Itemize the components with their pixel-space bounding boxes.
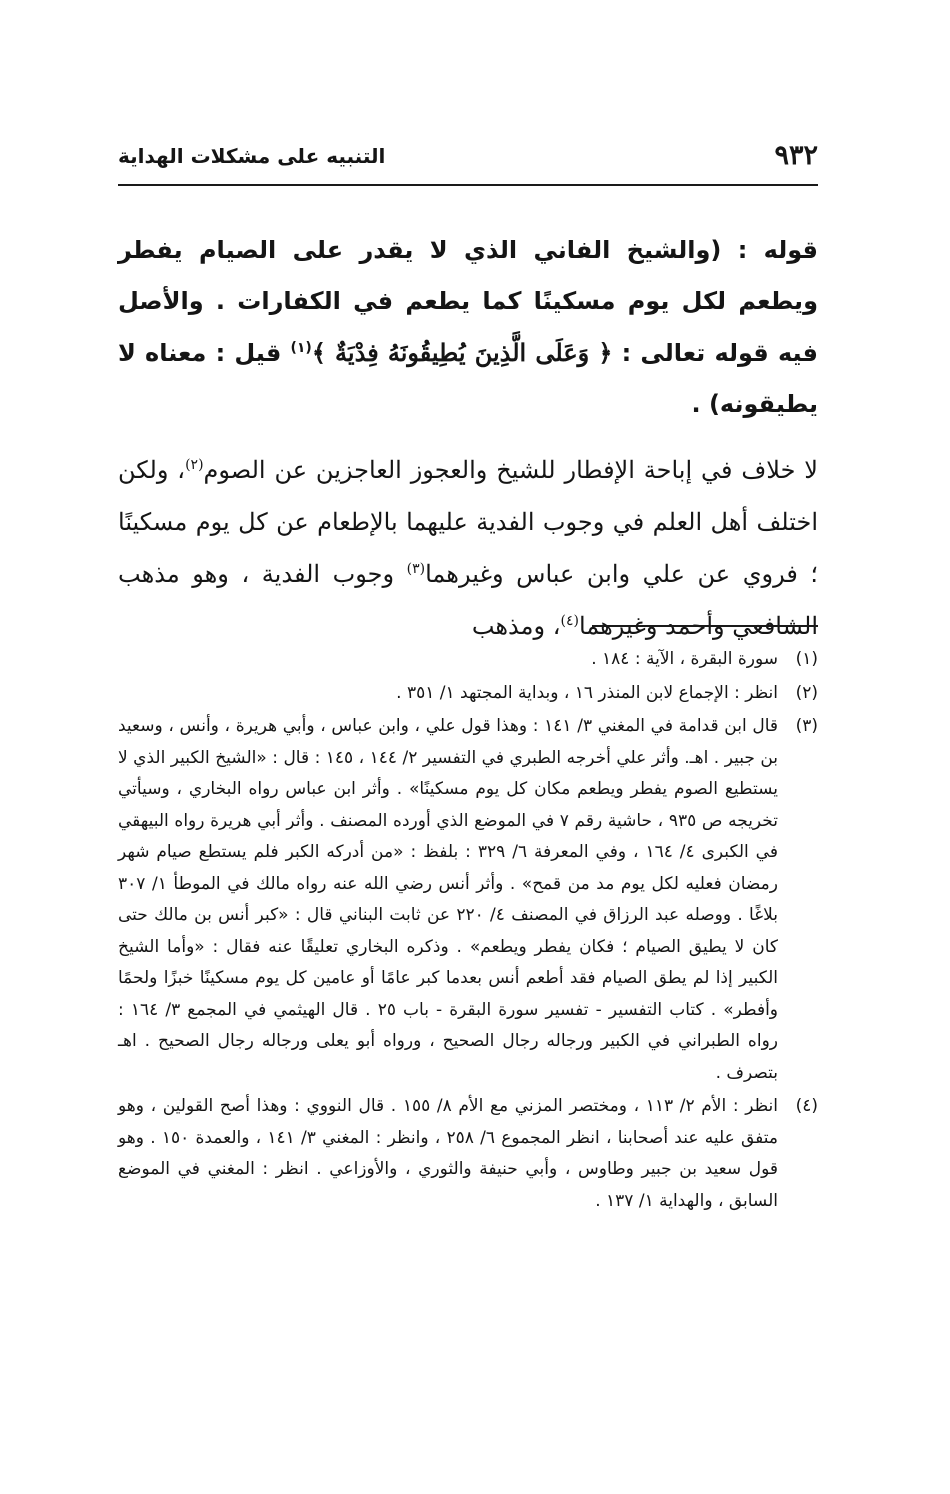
footnote-text: انظر : الإجماع لابن المنذر ١٦ ، وبداية المجتهد ١/ ٣٥١ . [396,682,778,703]
quran-verse: ﴿ وَعَلَى الَّذِينَ يُطِيقُونَهُ فِدْيَةٌ ﴾ [311,338,613,367]
commentary-text-2: ، ولكن اختلف أهل العلم في وجوب الفدية عليهما بالإطعام عن كل يوم مسكينًا ؛ فروي عن علي وابن عباس وغيرهما [118,456,818,588]
footnote-number: (٣) [795,716,818,736]
main-text [118,225,818,652]
header-divider [118,184,818,186]
footnotes [118,644,818,1217]
commentary-text-4: ، ومذهب [471,612,561,640]
quote-text-end: قيل : معناه لا يطيقونه) . [118,339,818,418]
footnote-ref-3: (٣) [406,561,426,577]
page-header [118,140,818,184]
quote-text-start: قوله : (والشيخ الفاني الذي لا يقدر على الصيام يفطر ويطعم لكل يوم مسكينًا كما يطعم في الكفارات . والأصل فيه قوله تعالى : [118,236,819,367]
commentary-paragraph [118,444,818,652]
footnote-3 [118,711,818,1089]
footnote-ref-1: (١) [290,340,312,356]
footnote-text: انظر : الأم ٢/ ١١٣ ، ومختصر المزني مع الأم ٨/ ١٥٥ . قال النووي : وهذا أصح القولين ، وهو متفق عليه عند أصحابنا ، انظر المجموع ٦/ ٢٥٨ ، وانظر : المغني ٣/ ١٤١ ، والعمدة ١٥٠ . وهو قول سعيد بن جبير وطاوس ، وأبي حنيفة والثوري ، والأوزاعي . انظر : المغني في الموضع السابق ، والهداية ١/ ١٣٧ . [118,1096,779,1211]
quoted-statement-paragraph [118,225,818,430]
footnote-1 [118,644,818,676]
commentary-text-1: لا خلاف في إباحة الإفطار للشيخ والعجوز العاجزين عن الصوم [203,456,818,484]
footnote-2 [118,678,818,710]
footnotes-divider [592,625,818,627]
footnote-number: (٢) [795,682,818,703]
footnote-number: (٤) [795,1096,818,1116]
footnote-text: قال ابن قدامة في المغني ٣/ ١٤١ : وهذا قول علي ، وابن عباس ، وأبي هريرة ، وأنس ، وسعيد بن جبير . اهـ. وأثر علي أخرجه الطبري في التفسير ٢/ ١٤٤ ، ١٤٥ : قال : «الشيخ الكبير الذي لا يستطيع الصوم يفطر ويطعم مكان كل يوم مسكينًا» . وأثر ابن عباس رواه البخاري ، وسيأتي تخريجه ص ٩٣٥ ، حاشية رقم ٧ في الموضع الذي أورده المصنف . وأثر أبي هريرة رواه البيهقي في الكبرى ٤/ ١٦٤ ، وفي المعرفة ٦/ ٣٢٩ : بلفظ : «من أدركه الكبر فلم يستطع صيام شهر رمضان فعليه لكل يوم مد من قمح» . وأثر أنس رضي الله عنه رواه مالك في الموطأ ١/ ٣٠٧ بلاغًا . ووصله عبد الرزاق في المصنف ٤/ ٢٢٠ عن ثابت البناني قال : «كبر أنس بن مالك حتى كان لا يطيق الصيام ؛ فكان يفطر ويطعم» . وذكره البخاري تعليقًا عنه فقال : «وأما الشيخ الكبير إذا لم يطق الصيام فقد أطعم أنس بعدما كبر عامًا أو عامين كل يوم مسكينًا خبزًا ولحمًا وأفطر» . كتاب التفسير - تفسير سورة البقرة - باب ٢٥ . قال الهيثمي في المجمع ٣/ ١٦٤ : رواه الطبراني في الكبير ورجاله رجال الصحيح ، ورواه أبو يعلى ورجاله رجال الصحيح . اهـ بتصرف . [118,716,779,1083]
footnote-ref-4: (٤) [560,613,579,629]
running-title: التنبيه على مشكلات الهداية [118,144,386,168]
footnote-number: (١) [795,649,818,669]
footnote-ref-2: (٢) [185,457,204,473]
footnote-text: سورة البقرة ، الآية : ١٨٤ . [591,649,778,669]
page-number: ٩٣٢ [774,140,818,171]
footnote-4 [118,1091,818,1217]
commentary-text-3: وجوب الفدية ، وهو مذهب الشافعي وأحمد وغيرهما [118,560,818,640]
